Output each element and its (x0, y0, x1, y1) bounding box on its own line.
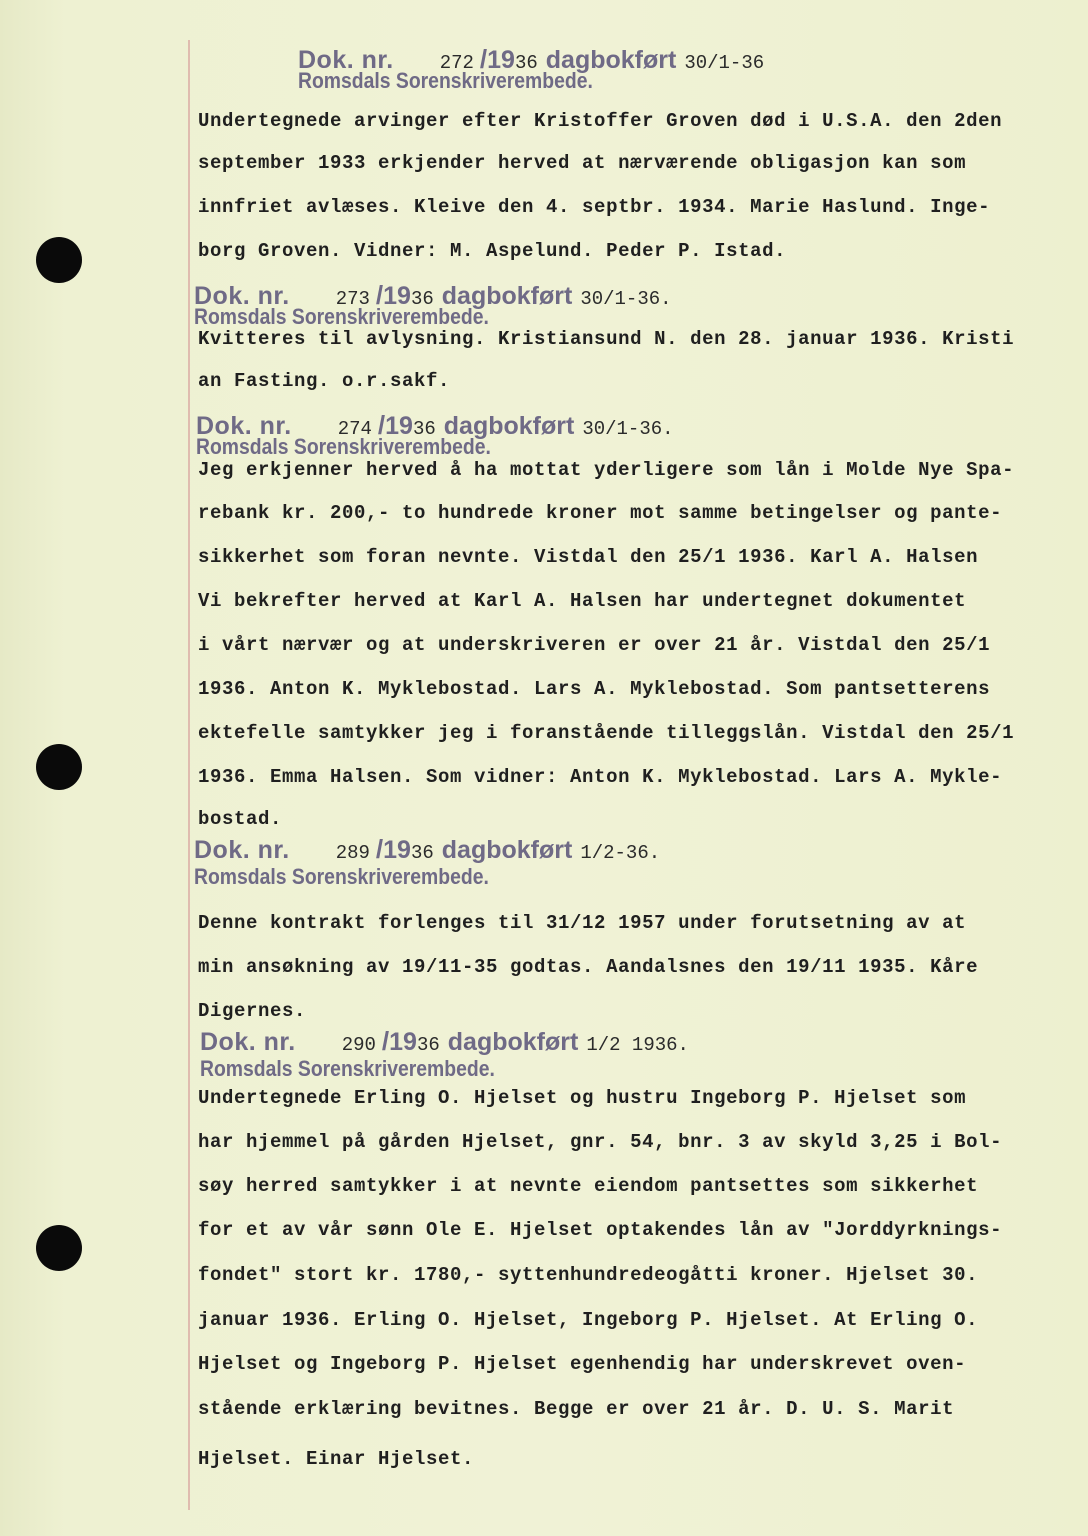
doc-year: 36 (410, 288, 434, 310)
doc-date: 1/2 1936. (586, 1034, 689, 1056)
doc-stamp: Dok. nr. 290 /1936 dagbokført 1/2 1936. Romsdals Sorenskriverembede. (200, 1026, 689, 1081)
text-line: ektefelle samtykker jeg i foranstående tilleggslån. Vistdal den 25/1 (198, 722, 1015, 744)
doc-date: 30/1-36. (582, 418, 674, 440)
doc-year: 36 (416, 1034, 440, 1056)
text-line: Hjelset. Einar Hjelset. (198, 1448, 475, 1470)
punch-hole (36, 744, 82, 790)
text-line: for et av vår sønn Ole E. Hjelset optakendes lån av "Jorddyrknings- (198, 1219, 1003, 1241)
text-line: fondet" stort kr. 1780,- syttenhundredeogåtti kroner. Hjelset 30. (198, 1264, 979, 1286)
stamp-office: Romsdals Sorenskriverembede. (196, 434, 491, 459)
punch-hole (36, 1225, 82, 1271)
stamp-dagbok: dagbokført (545, 46, 677, 74)
doc-number: 272 (439, 52, 474, 74)
text-line: september 1933 erkjender herved at nærværende obligasjon kan som (198, 152, 967, 174)
stamp-year-prefix: 19 (383, 836, 411, 864)
stamp-office: Romsdals Sorenskriverembede. (298, 68, 593, 93)
text-line: har hjemmel på gården Hjelset, gnr. 54, bnr. 3 av skyld 3,25 i Bol- (198, 1131, 1003, 1153)
stamp-label: Dok. nr. (194, 282, 290, 310)
stamp-office: Romsdals Sorenskriverembede. (194, 304, 489, 329)
text-line: Digernes. (198, 1000, 307, 1022)
stamp-dagbok: dagbokført (447, 1028, 579, 1056)
stamp-label: Dok. nr. (196, 412, 292, 440)
stamp-year-prefix: 19 (487, 46, 515, 74)
doc-year: 36 (410, 842, 434, 864)
stamp-office: Romsdals Sorenskriverembede. (200, 1056, 495, 1081)
doc-stamp: Dok. nr. 273 /1936 dagbokført 30/1-36. Romsdals Sorenskriverembede. (194, 280, 672, 329)
text-line: bostad. (198, 808, 283, 830)
text-line: Kvitteres til avlysning. Kristiansund N. den 28. januar 1936. Kristi (198, 328, 1015, 350)
margin-rule (188, 40, 190, 1510)
text-line: sikkerhet som foran nevnte. Vistdal den 25/1 1936. Karl A. Halsen (198, 546, 979, 568)
text-line: januar 1936. Erling O. Hjelset, Ingeborg P. Hjelset. At Erling O. (198, 1309, 979, 1331)
punch-hole (36, 237, 82, 283)
text-line: Undertegnede arvinger efter Kristoffer Groven død i U.S.A. den 2den (198, 110, 1003, 132)
stamp-office: Romsdals Sorenskriverembede. (194, 864, 489, 889)
stamp-label: Dok. nr. (194, 836, 290, 864)
stamp-label: Dok. nr. (298, 46, 394, 74)
text-line: i vårt nærvær og at underskriveren er over 21 år. Vistdal den 25/1 (198, 634, 991, 656)
doc-number: 273 (335, 288, 370, 310)
text-line: Denne kontrakt forlenges til 31/12 1957 under forutsetning av at (198, 912, 967, 934)
doc-date: 1/2-36. (580, 842, 661, 864)
doc-year: 36 (514, 52, 538, 74)
doc-number: 274 (337, 418, 372, 440)
doc-year: 36 (412, 418, 436, 440)
doc-stamp: Dok. nr. 274 /1936 dagbokført 30/1-36. Romsdals Sorenskriverembede. (196, 410, 674, 459)
text-line: Vi bekrefter herved at Karl A. Halsen har undertegnet dokumentet (198, 590, 967, 612)
stamp-label: Dok. nr. (200, 1028, 296, 1056)
doc-number: 289 (335, 842, 370, 864)
text-line: an Fasting. o.r.sakf. (198, 370, 451, 392)
text-line: Jeg erkjenner herved å ha mottat yderligere som lån i Molde Nye Spa- (198, 459, 1015, 481)
text-line: rebank kr. 200,- to hundrede kroner mot samme betingelser og pante- (198, 502, 1003, 524)
stamp-dagbok: dagbokført (443, 412, 575, 440)
text-line: borg Groven. Vidner: M. Aspelund. Peder P. Istad. (198, 240, 787, 262)
text-line: søy herred samtykker i at nevnte eiendom pantsettes som sikkerhet (198, 1175, 979, 1197)
text-line: Hjelset og Ingeborg P. Hjelset egenhendig har underskrevet oven- (198, 1353, 967, 1375)
text-line: 1936. Anton K. Myklebostad. Lars A. Myklebostad. Som pantsetterens (198, 678, 991, 700)
doc-date: 30/1-36. (580, 288, 672, 310)
text-line: stående erklæring bevitnes. Begge er over 21 år. D. U. S. Marit (198, 1398, 955, 1420)
stamp-year-prefix: 19 (385, 412, 413, 440)
doc-number: 290 (341, 1034, 376, 1056)
stamp-dagbok: dagbokført (441, 836, 573, 864)
stamp-year-prefix: 19 (383, 282, 411, 310)
text-line: innfriet avlæses. Kleive den 4. septbr. 1934. Marie Haslund. Inge- (198, 196, 991, 218)
doc-stamp: Dok. nr. 289 /1936 dagbokført 1/2-36. Romsdals Sorenskriverembede. (194, 834, 661, 889)
text-line: min ansøkning av 19/11-35 godtas. Aandalsnes den 19/11 1935. Kåre (198, 956, 979, 978)
stamp-dagbok: dagbokført (441, 282, 573, 310)
stamp-year-prefix: 19 (389, 1028, 417, 1056)
text-line: Undertegnede Erling O. Hjelset og hustru Ingeborg P. Hjelset som (198, 1087, 967, 1109)
text-line: 1936. Emma Halsen. Som vidner: Anton K. Myklebostad. Lars A. Mykle- (198, 766, 1003, 788)
doc-date: 30/1-36 (684, 52, 765, 74)
doc-stamp: Dok. nr. 272 /1936 dagbokført 30/1-36 Romsdals Sorenskriverembede. (298, 44, 765, 93)
